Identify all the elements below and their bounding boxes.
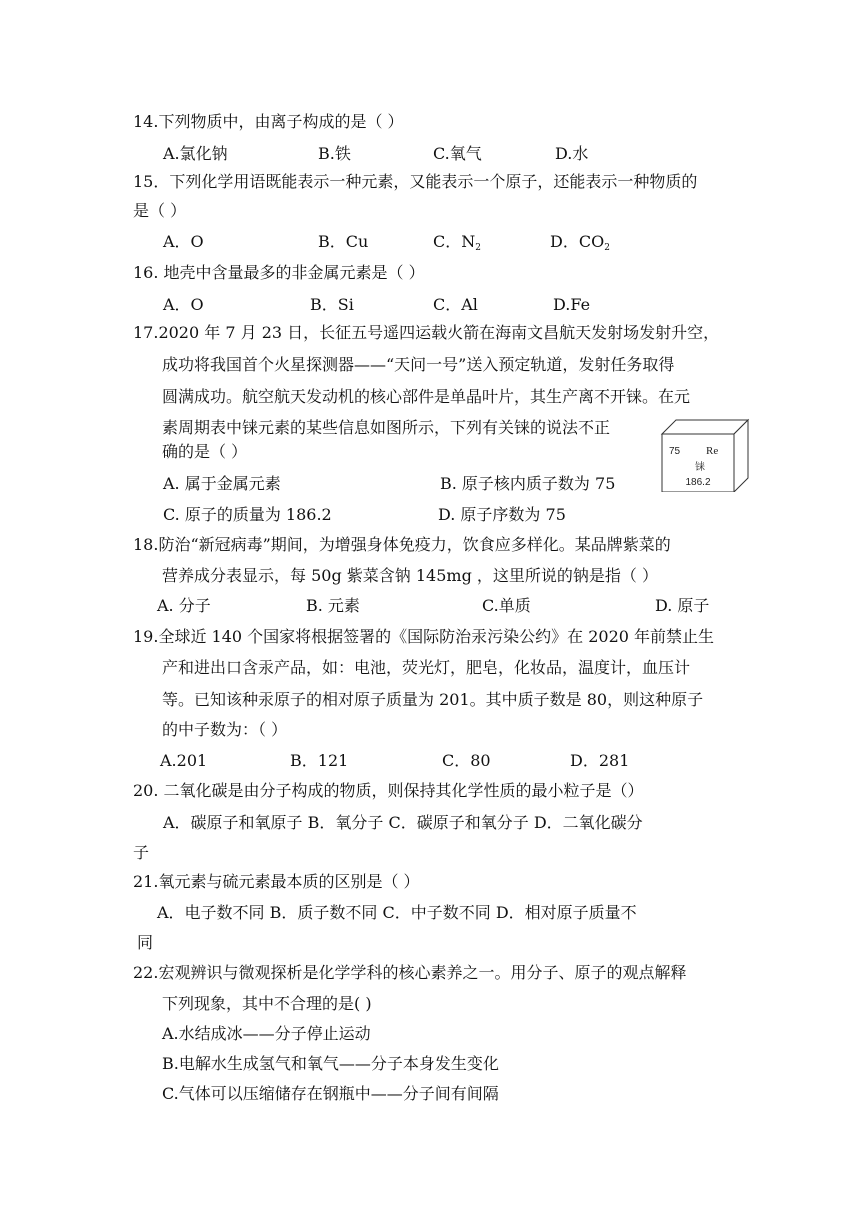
question-21-options: A．电子数不同 B．质子数不同 C．中子数不同 D．相对原子质量不: [157, 903, 637, 922]
question-21-options-wrap: 同: [137, 933, 154, 952]
question-15-stem-line-1: 15．下列化学用语既能表示一种元素，又能表示一个原子，还能表示一种物质的: [133, 172, 698, 191]
question-17-option-b: B. 原子核内质子数为 75: [440, 474, 616, 493]
question-14-option-c: C.氧气: [433, 144, 482, 163]
option-d-formula: D．CO: [550, 232, 605, 251]
question-19-line-4: 的中子数为：（ ）: [162, 720, 288, 739]
question-14-option-d: D.水: [555, 144, 589, 163]
question-16-option-a: A．O: [163, 295, 204, 314]
question-22-line-2: 下列现象，其中不合理的是( ): [162, 994, 372, 1013]
question-17-line-5: 确的是（ ）: [162, 442, 248, 461]
question-20-options-wrap: 子: [133, 843, 150, 862]
question-14-option-a: A.氯化钠: [163, 144, 228, 163]
question-19-line-3: 等。已知该种汞原子的相对原子质量为 201。其中质子数是 80，则这种原子: [162, 690, 704, 709]
question-18-option-c: C.单质: [482, 596, 531, 615]
question-15-option-b: B．Cu: [318, 232, 369, 251]
element-cube-drawing: [660, 418, 750, 492]
question-21-stem: 21.氧元素与硫元素最本质的区别是（ ）: [133, 872, 420, 891]
question-19-line-1: 19.全球近 140 个国家将根据签署的《国际防治汞污染公约》在 2020 年前禁止生: [133, 627, 715, 646]
question-17-option-a: A. 属于金属元素: [163, 474, 281, 493]
question-19-option-a: A.201: [160, 751, 208, 770]
question-17-line-1: 17.2020 年 7 月 23 日，长征五号遥四运载火箭在海南文昌航天发射场发射升空，: [133, 323, 720, 342]
option-d-subscript: 2: [604, 243, 610, 253]
element-atomic-number: 75: [669, 446, 681, 457]
question-16-stem: 16. 地壳中含量最多的非金属元素是（ ）: [133, 263, 425, 282]
question-19-line-2: 产和进出口含汞产品，如：电池，荧光灯，肥皂，化妆品，温度计，血压计: [162, 658, 691, 677]
question-18-option-b: B. 元素: [306, 596, 360, 615]
question-17-option-d: D. 原子序数为 75: [438, 505, 566, 524]
question-17-option-c: C. 原子的质量为 186.2: [163, 505, 332, 524]
question-15-option-a: A．O: [163, 232, 204, 251]
question-19-option-d: D．281: [570, 751, 630, 770]
option-c-formula: C．N: [433, 232, 476, 251]
question-22-option-c: C.气体可以压缩储存在钢瓶中——分子间有间隔: [162, 1084, 499, 1103]
question-22-line-1: 22.宏观辨识与微观探析是化学学科的核心素养之一。用分子、原子的观点解释: [133, 963, 687, 982]
question-17-line-4: 素周期表中铼元素的某些信息如图所示，下列有关铼的说法不正: [162, 418, 611, 437]
question-18-line-1: 18.防治“新冠病毒”期间，为增强身体免疫力，饮食应多样化。某品牌紫菜的: [133, 535, 671, 554]
question-14-stem: 14.下列物质中，由离子构成的是（ ）: [133, 112, 404, 131]
question-20-stem: 20. 二氧化碳是由分子构成的物质，则保持其化学性质的最小粒子是（）: [133, 781, 644, 800]
element-symbol: Re: [706, 445, 719, 457]
question-19-option-b: B．121: [290, 751, 349, 770]
question-16-option-b: B．Si: [310, 295, 354, 314]
question-22-option-a: A.水结成冰——分子停止运动: [162, 1024, 371, 1043]
question-17-line-3: 圆满成功。航空航天发动机的核心部件是单晶叶片，其生产离不开铼。在元: [162, 387, 691, 406]
question-18-line-2: 营养成分表显示，每 50g 紫菜含钠 145mg ，这里所说的钠是指（ ）: [162, 566, 658, 585]
question-18-option-d: D. 原子: [655, 596, 710, 615]
question-15-stem-line-2: 是（ ）: [133, 201, 187, 220]
question-15-option-c: [433, 232, 481, 258]
question-20-options: A．碳原子和氧原子 B．氧分子 C．碳原子和氧分子 D．二氧化碳分: [163, 813, 643, 832]
question-22-option-b: B.电解水生成氢气和氧气——分子本身发生变化: [162, 1054, 499, 1073]
question-15-option-d: [550, 232, 610, 258]
option-c-subscript: 2: [475, 243, 481, 253]
question-14-option-b: B.铁: [318, 144, 351, 163]
question-17-line-2: 成功将我国首个火星探测器——“天问一号”送入预定轨道，发射任务取得: [162, 355, 675, 374]
question-18-option-a: A. 分子: [157, 596, 211, 615]
element-atomic-mass: 186.2: [685, 477, 711, 488]
element-name: 铼: [695, 462, 705, 473]
question-16-option-d: D.Fe: [553, 295, 591, 314]
question-16-option-c: C．Al: [433, 295, 478, 314]
element-rhenium-card: [660, 418, 750, 492]
question-19-option-c: C．80: [442, 751, 491, 770]
